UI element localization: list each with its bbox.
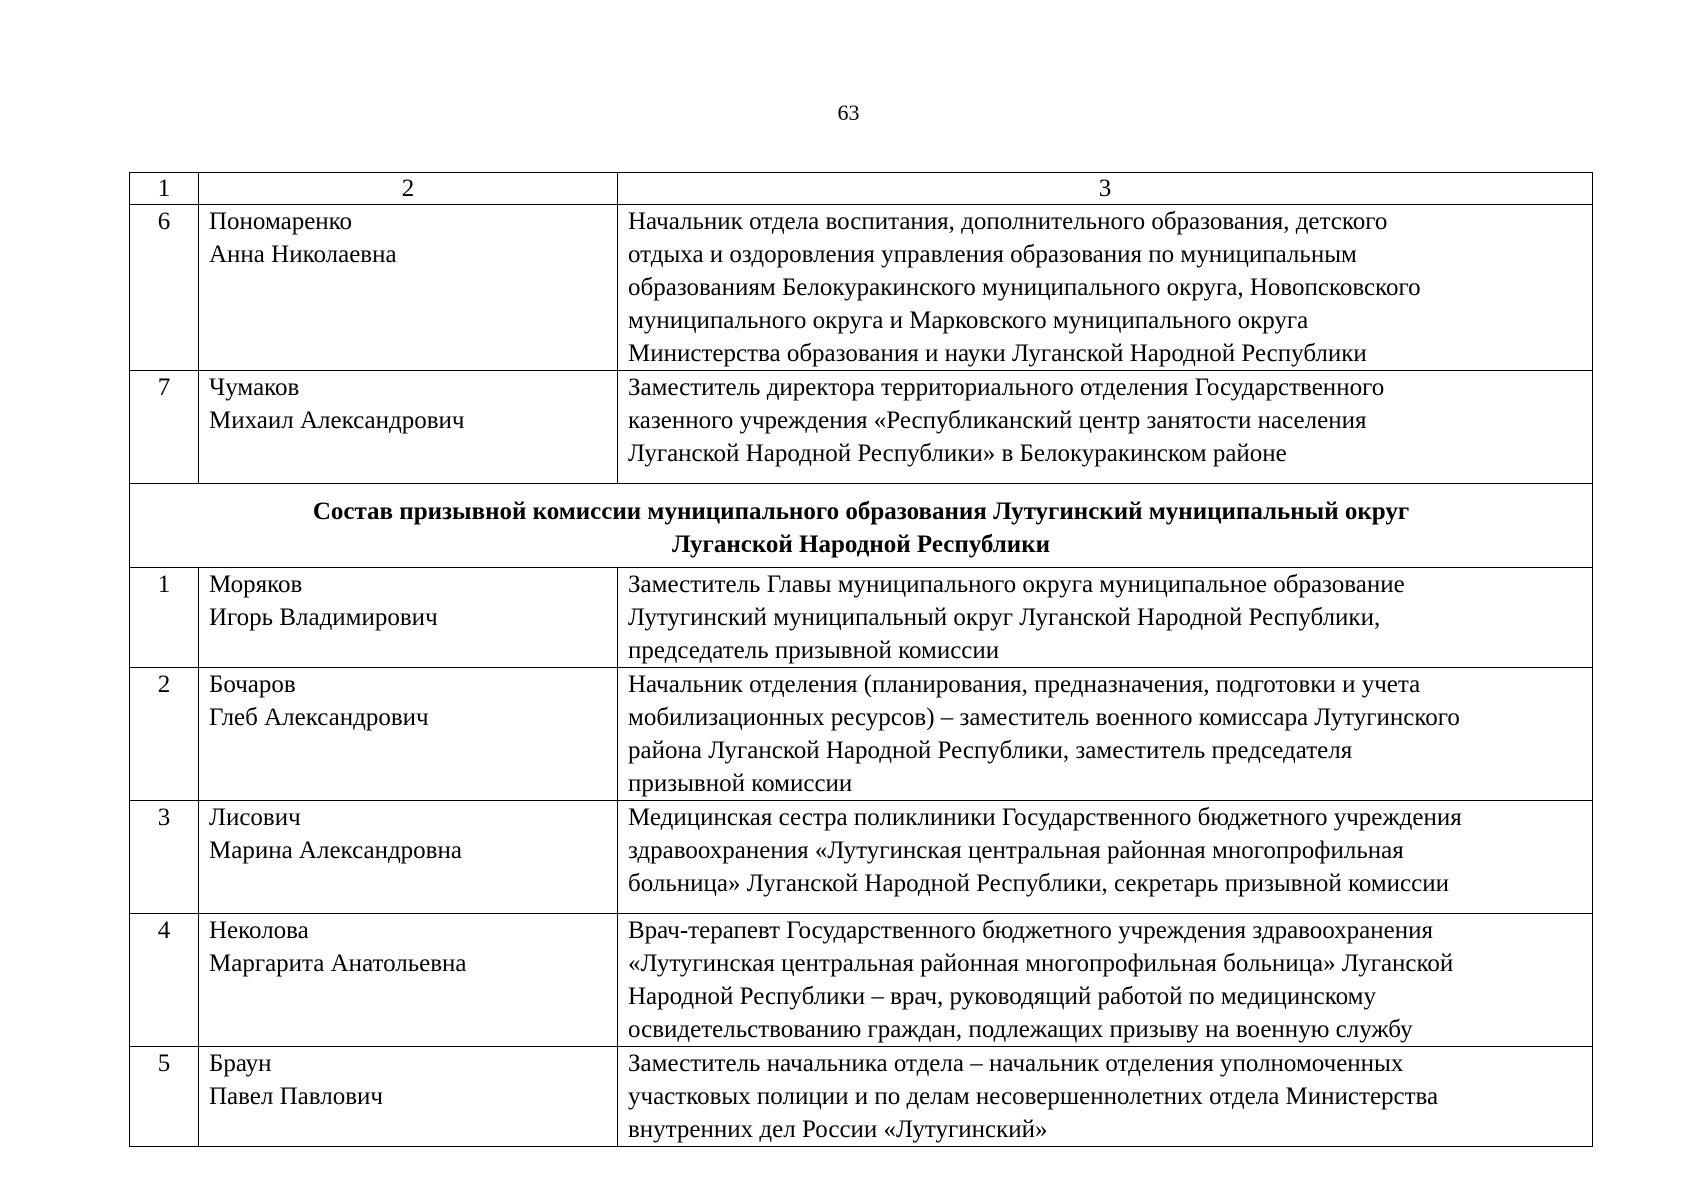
section-title xyxy=(130,484,1593,568)
position-line: председатель призывной комиссии xyxy=(628,637,1000,664)
position-line: отдыха и оздоровления управления образования по муниципальным xyxy=(628,241,1357,268)
member-position xyxy=(618,1047,1593,1147)
column-header-number: 1 xyxy=(130,173,199,205)
member-given-names: Анна Николаевна xyxy=(209,241,397,268)
position-line: Медицинская сестра поликлиники Государственного бюджетного учреждения xyxy=(628,804,1462,831)
row-number: 5 xyxy=(130,1047,199,1147)
position-line: района Луганской Народной Республики, заместитель председателя xyxy=(628,737,1353,764)
member-given-names: Игорь Владимирович xyxy=(209,604,438,631)
table-row xyxy=(130,914,1593,1047)
member-name xyxy=(199,914,618,1047)
commission-table xyxy=(129,172,1593,1147)
member-given-names: Михаил Александрович xyxy=(209,407,465,434)
row-number: 1 xyxy=(130,568,199,668)
position-line: образованиям Белокуракинского муниципального округа, Новопсковского xyxy=(628,274,1421,301)
position-line: Заместитель директора территориального отделения Государственного xyxy=(628,374,1385,401)
member-surname: Лисович xyxy=(209,804,301,831)
table-header-row xyxy=(130,173,1593,205)
member-given-names: Марина Александровна xyxy=(209,837,462,864)
position-line: «Лутугинская центральная районная многопрофильная больница» Луганской xyxy=(628,950,1454,977)
member-surname: Пономаренко xyxy=(209,208,353,235)
member-position xyxy=(618,914,1593,1047)
section-heading-row xyxy=(130,484,1593,568)
table-row xyxy=(130,1047,1593,1147)
member-position xyxy=(618,205,1593,371)
column-header-name: 2 xyxy=(199,173,618,205)
row-number: 2 xyxy=(130,668,199,801)
position-line: больница» Луганской Народной Республики, секретарь призывной комиссии xyxy=(628,870,1449,897)
member-surname: Моряков xyxy=(209,571,303,598)
position-line: участковых полиции и по делам несовершеннолетних отдела Министерства xyxy=(628,1083,1439,1110)
position-line: Заместитель начальника отдела – начальник отделения уполномоченных xyxy=(628,1050,1404,1077)
position-line: Лутугинский муниципальный округ Луганской Народной Республики, xyxy=(628,604,1381,631)
position-line: Луганской Народной Республики» в Белокуракинском районе xyxy=(628,440,1287,467)
member-position xyxy=(618,568,1593,668)
position-line: освидетельствованию граждан, подлежащих призыву на военную службу xyxy=(628,1016,1413,1043)
member-name xyxy=(199,371,618,484)
member-name xyxy=(199,801,618,914)
table-row xyxy=(130,205,1593,371)
member-surname: Браун xyxy=(209,1050,272,1077)
table-row xyxy=(130,668,1593,801)
member-name xyxy=(199,205,618,371)
table-row xyxy=(130,801,1593,914)
position-line: призывной комиссии xyxy=(628,770,853,797)
member-given-names: Маргарита Анатольевна xyxy=(209,950,467,977)
member-position xyxy=(618,371,1593,484)
position-line: Начальник отделения (планирования, предназначения, подготовки и учета xyxy=(628,671,1421,698)
member-position xyxy=(618,801,1593,914)
row-number: 4 xyxy=(130,914,199,1047)
member-given-names: Павел Павлович xyxy=(209,1083,383,1110)
row-number: 7 xyxy=(130,371,199,484)
position-line: Врач-терапевт Государственного бюджетного учреждения здравоохранения xyxy=(628,917,1434,944)
position-line: Народной Республики – врач, руководящий работой по медицинскому xyxy=(628,983,1376,1010)
position-line: муниципального округа и Марковского муниципального округа xyxy=(628,307,1309,334)
table-row xyxy=(130,568,1593,668)
section-title-line: Состав призывной комиссии муниципального образования Лутугинский муниципальный округ xyxy=(312,498,1410,525)
member-name xyxy=(199,1047,618,1147)
position-line: внутренних дел России «Лутугинский» xyxy=(628,1116,1048,1143)
position-line: Начальник отдела воспитания, дополнительного образования, детского xyxy=(628,208,1388,235)
position-line: Заместитель Главы муниципального округа муниципальное образование xyxy=(628,571,1405,598)
member-name xyxy=(199,568,618,668)
member-surname: Бочаров xyxy=(209,671,296,698)
member-surname: Неколова xyxy=(209,917,309,944)
column-header-position: 3 xyxy=(618,173,1593,205)
member-given-names: Глеб Александрович xyxy=(209,704,429,731)
position-line: казенного учреждения «Республиканский центр занятости населения xyxy=(628,407,1367,434)
section-title-line: Луганской Народной Республики xyxy=(671,531,1051,558)
position-line: мобилизационных ресурсов) – заместитель военного комиссара Лутугинского xyxy=(628,704,1460,731)
position-line: Министерства образования и науки Луганской Народной Республики xyxy=(628,340,1367,367)
table-row xyxy=(130,371,1593,484)
member-surname: Чумаков xyxy=(209,374,300,401)
position-line: здравоохранения «Лутугинская центральная районная многопрофильная xyxy=(628,837,1404,864)
row-number: 3 xyxy=(130,801,199,914)
row-number: 6 xyxy=(130,205,199,371)
member-position xyxy=(618,668,1593,801)
page-number: 63 xyxy=(837,100,860,125)
member-name xyxy=(199,668,618,801)
